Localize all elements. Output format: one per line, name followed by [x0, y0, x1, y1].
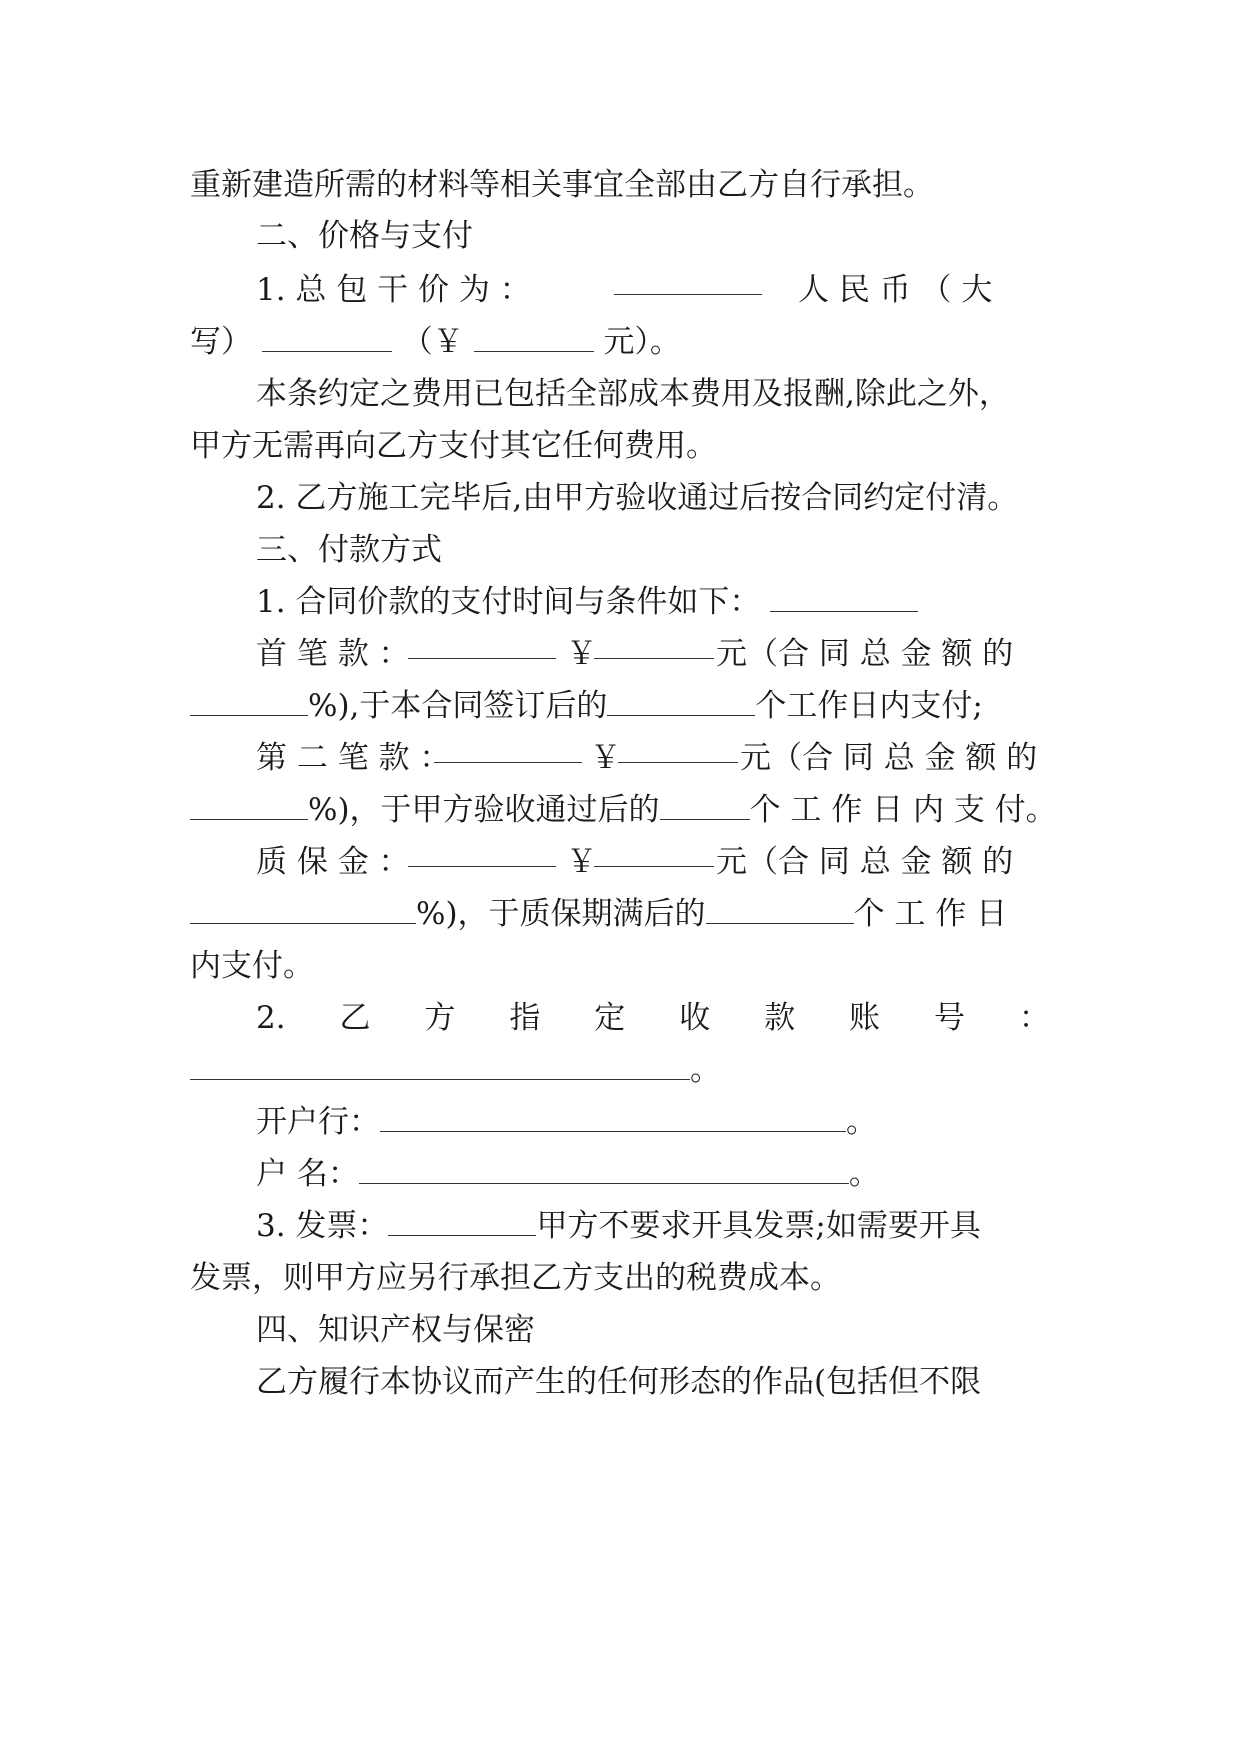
bank-account-label-line — [256, 990, 1050, 1046]
account-label-part: 账 — [849, 1000, 881, 1036]
account-holder-label: 户 名： — [256, 1156, 359, 1192]
payment-terms-blank[interactable] — [770, 579, 918, 612]
bank-name-end: 。 — [846, 1104, 877, 1140]
paragraph-line: 内支付。 — [190, 948, 314, 984]
invoice-text: 甲方不要求开具发票;如需要开具 — [536, 1208, 981, 1244]
account-label-part: 方 — [424, 1000, 456, 1036]
warranty-days-blank[interactable] — [706, 891, 854, 924]
second-payment-ratio-label: 元（合 同 总 金 额 的 — [740, 740, 1038, 776]
paragraph-line: 重新建造所需的材料等相关事宜全部由乙方自行承担。 — [190, 167, 934, 203]
first-payment-suffix: 个工作日内支付; — [755, 688, 983, 724]
payment-terms-label: 1. 合同价款的支付时间与条件如下： — [256, 584, 761, 620]
section-heading-price: 二、价格与支付 — [256, 218, 473, 254]
account-label-part: ： — [1018, 1000, 1050, 1036]
account-label-part: 收 — [679, 1000, 711, 1036]
paragraph-line: 本条约定之费用已包括全部成本费用及报酬,除此之外， — [256, 376, 1010, 412]
section-heading-ip: 四、知识产权与保密 — [256, 1312, 535, 1348]
warranty-timing-label: %)，于质保期满后的 — [416, 896, 706, 932]
second-payment-line — [256, 730, 1050, 786]
account-holder-line — [256, 1146, 1050, 1202]
warranty-label: 质 保 金 ： — [256, 844, 410, 880]
second-payment-suffix: 个 工 作 日 内 支 付。 — [749, 792, 1057, 828]
bank-name-blank[interactable] — [380, 1099, 846, 1132]
account-label-part: 定 — [594, 1000, 626, 1036]
first-payment-line — [256, 626, 1050, 682]
first-payment-label: 首 笔 款 ： — [256, 636, 410, 672]
first-payment-line-2 — [190, 678, 1050, 734]
bank-name-label: 开户行： — [256, 1104, 380, 1140]
paragraph-line: 乙方履行本协议而产生的任何形态的作品(包括但不限 — [256, 1364, 982, 1400]
first-payment-ratio-label: 元（合 同 总 金 额 的 — [716, 636, 1014, 672]
first-payment-yuan-blank[interactable] — [594, 626, 714, 659]
total-price-label: 1. 总 包 干 价 为 ： — [256, 272, 531, 308]
yuan-symbol-label: （￥ — [401, 324, 464, 360]
rmb-label: 人 民 币 （ 大 — [798, 272, 993, 308]
warranty-yuan-blank[interactable] — [594, 834, 714, 867]
warranty-blank[interactable] — [408, 834, 556, 867]
second-payment-days-blank[interactable] — [660, 787, 750, 820]
second-payment-percent-blank[interactable] — [190, 787, 308, 820]
total-price-blank[interactable] — [614, 262, 762, 295]
account-label-part: 乙 — [339, 1000, 371, 1036]
warranty-line-2 — [190, 886, 1050, 942]
section-heading-payment: 三、付款方式 — [256, 532, 442, 568]
paragraph-line: 2. 乙方施工完毕后,由甲方验收通过后按合同约定付清。 — [256, 480, 1019, 516]
bank-account-end: 。 — [690, 1052, 721, 1088]
paragraph-line: 发票，则甲方应另行承担乙方支出的税费成本。 — [190, 1260, 841, 1296]
bank-name-line — [256, 1094, 1050, 1150]
total-price-line — [256, 262, 1050, 318]
warranty-percent-blank[interactable] — [190, 891, 416, 924]
warranty-suffix: 个 工 作 日 — [853, 896, 1008, 932]
invoice-label: 3. 发票： — [256, 1208, 389, 1244]
yuan-unit-label: 元）。 — [603, 324, 681, 360]
second-payment-timing-label: %)，于甲方验收通过后的 — [308, 792, 660, 828]
paragraph-line: 甲方无需再向乙方支付其它任何费用。 — [190, 428, 717, 464]
yen-sign: ￥ — [590, 740, 621, 776]
second-payment-yuan-blank[interactable] — [618, 730, 738, 763]
account-label-part: 指 — [509, 1000, 541, 1036]
second-payment-line-2 — [190, 782, 1057, 838]
account-label-part: 款 — [764, 1000, 796, 1036]
total-price-line-2 — [190, 314, 1050, 370]
account-holder-blank[interactable] — [359, 1151, 849, 1184]
account-holder-end: 。 — [848, 1156, 880, 1192]
bank-account-line — [190, 1042, 1050, 1098]
caps-label: 写） — [190, 324, 252, 360]
payment-terms-line — [256, 574, 1050, 630]
warranty-ratio-label: 元（合 同 总 金 额 的 — [716, 844, 1014, 880]
yen-sign: ￥ — [566, 636, 597, 672]
invoice-blank[interactable] — [388, 1203, 536, 1236]
yen-sign: ￥ — [566, 844, 597, 880]
invoice-line — [256, 1198, 1050, 1254]
second-payment-label: 第 二 笔 款 ： — [256, 740, 451, 776]
account-label-part: 号 — [933, 1000, 965, 1036]
bank-account-blank[interactable] — [190, 1047, 690, 1080]
first-payment-blank[interactable] — [408, 626, 556, 659]
caps-amount-blank[interactable] — [262, 319, 392, 352]
first-payment-percent-blank[interactable] — [190, 683, 308, 716]
second-payment-blank[interactable] — [434, 730, 582, 763]
yuan-amount-blank[interactable] — [474, 319, 594, 352]
first-payment-timing-label: %),于本合同签订后的 — [308, 688, 608, 724]
first-payment-days-blank[interactable] — [607, 683, 755, 716]
account-label-part: 2. — [256, 1000, 286, 1036]
warranty-line — [256, 834, 1050, 890]
